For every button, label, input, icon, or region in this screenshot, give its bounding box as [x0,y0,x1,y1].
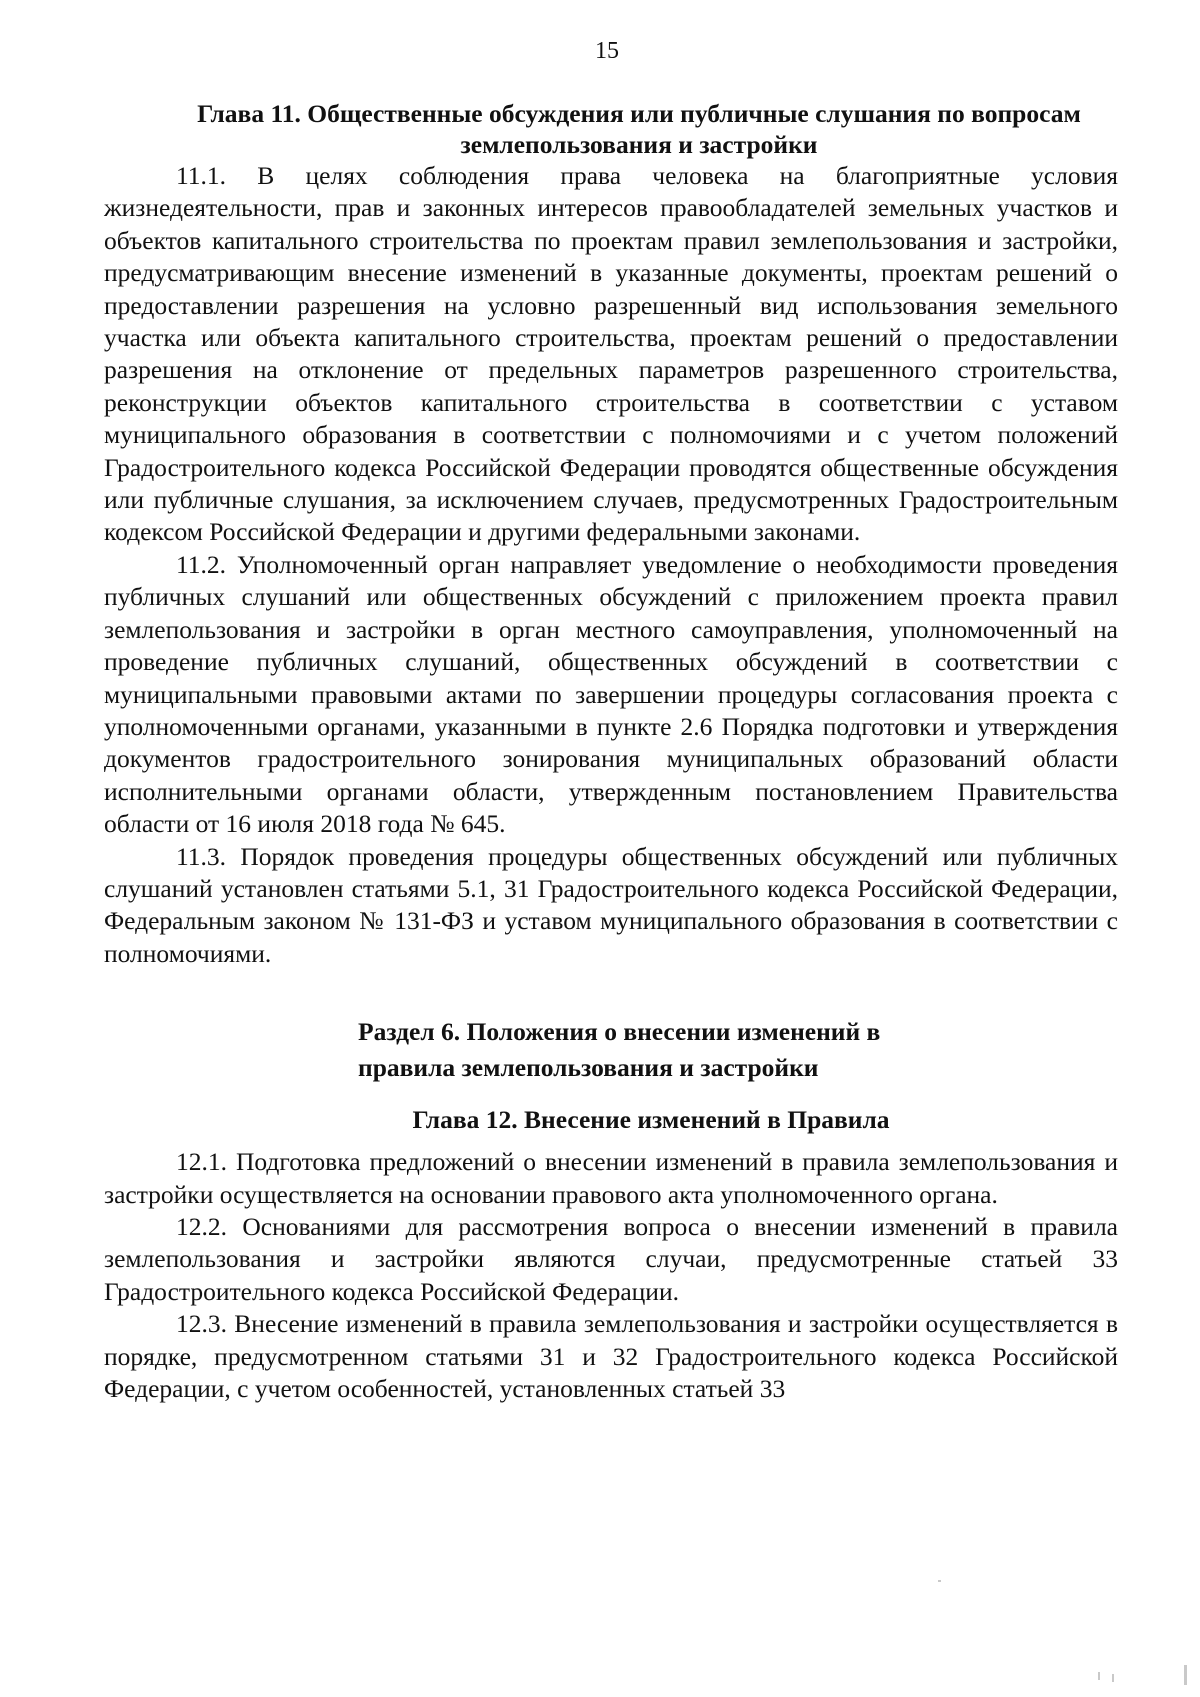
scan-speck [938,1580,941,1582]
paragraph-11-2: 11.2. Уполномоченный орган направляет уведомление о необходимости проведения публичных слушаний или общественных обсуждений с приложением проекта правил землепользования и застройки в орган местного самоуправления, уполномоченный на проведение публичных слушаний, общественных обсуждений в соответствии с муниципальными правовыми актами по завершении процедуры согласования проекта с уполномоченными органами, указанными в пункте 2.6 Порядка подготовки и утверждения документов градостроительного зонирования муниципальных образований области исполнительными органами области, утвержденным постановлением Правительства области от 16 июля 2018 года № 645. [104,549,1118,839]
section-6-title-line-2: правила землепользования и застройки [358,1053,819,1083]
section-6-title [104,1014,1118,1086]
document-body [104,98,1118,1405]
paragraph-12-2: 12.2. Основаниями для рассмотрения вопроса о внесении изменений в правила землепользования и застройки являются случаи, предусмотренные статьей 33 Градостроительного кодекса Российской Федерации. [104,1211,1118,1306]
chapter-11-title: Глава 11. Общественные обсуждения или публичные слушания по вопросам землепользования и застройки [197,99,1081,159]
section-6-title-line-1: Раздел 6. Положения о внесении изменений в [358,1017,881,1047]
paragraph-11-3: 11.3. Порядок проведения процедуры общественных обсуждений или публичных слушаний установлен статьями 5.1, 31 Градостроительного кодекса Российской Федерации, Федеральным законом № 131-ФЗ и уставом муниципального образования в соответствии с полномочиями. [104,841,1118,968]
scan-speck [1098,1672,1100,1680]
paragraph-12-1: 12.1. Подготовка предложений о внесении изменений в правила землепользования и застройки осуществляется на основании правового акта уполномоченного органа. [104,1147,1118,1209]
page-number: 15 [595,38,619,64]
paragraph-11-1: 11.1. В целях соблюдения права человека на благоприятные условия жизнедеятельности, прав и законных интересов правообладателей земельных участков и объектов капитального строительства по проектам правил землепользования и застройки, предусматривающим внесение изменений в указанные документы, проектам решений о предоставлении разрешения на условно разрешенный вид использования земельного участка или объекта капитального строительства, проектам решений о предоставлении разрешения на отклонение от предельных параметров разрешенного строительства, реконструкции объектов капитального строительства в соответствии с уставом муниципального образования в соответствии с полномочиями и с учетом положений Градостроительного кодекса Российской Федерации проводятся общественные обсуждения или публичные слушания, за исключением случаев, предусмотренных Градостроительным кодексом Российской Федерации и другими федеральными законами. [104,161,1118,547]
chapter-12-title: Глава 12. Внесение изменений в Правила [412,1105,890,1135]
scan-speck [1184,1665,1187,1685]
scan-speck [1112,1674,1114,1682]
paragraph-12-3: 12.3. Внесение изменений в правила землепользования и застройки осуществляется в порядке, предусмотренном статьями 31 и 32 Градостроительного кодекса Российской Федерации, с учетом особенностей, установленных статьей 33 [104,1309,1118,1403]
